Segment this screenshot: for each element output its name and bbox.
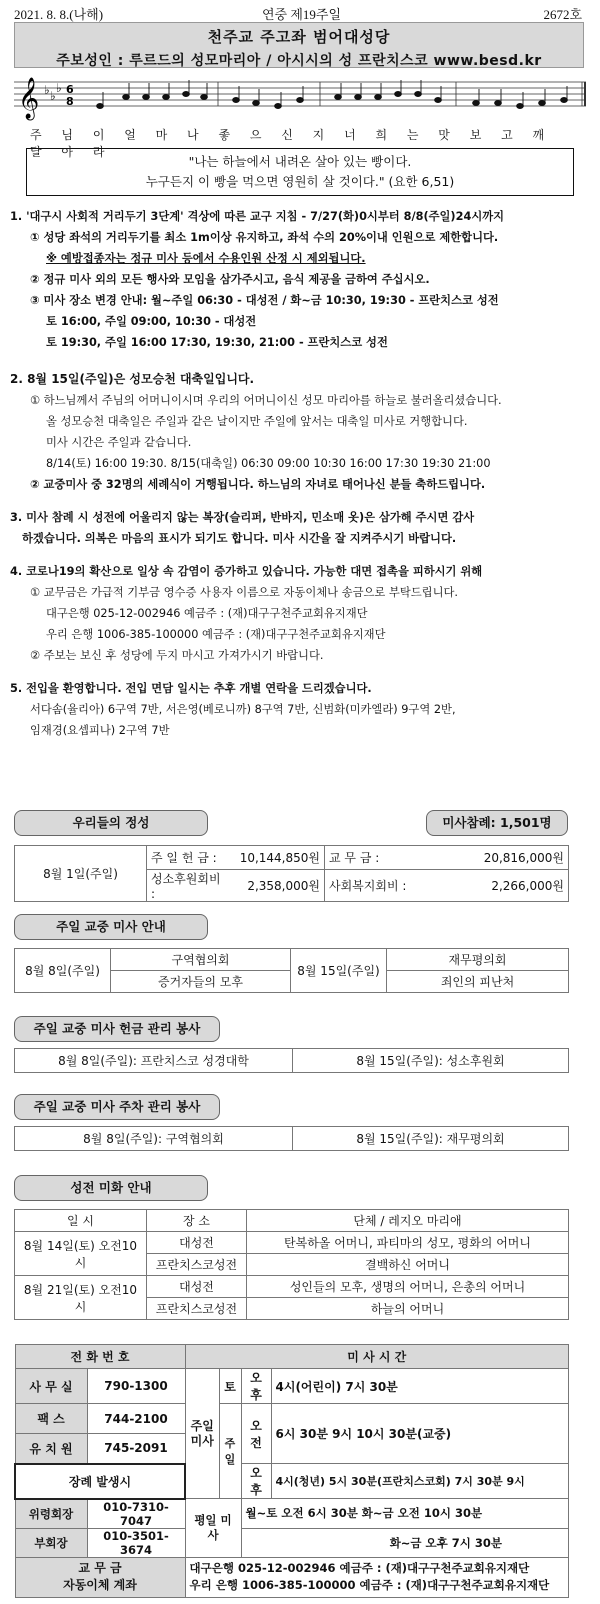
issue-date: 2021. 8. 8.(나해) xyxy=(14,7,104,22)
contact-mass-table: 전 화 번 호 미 사 시 간 사 무 실 790-1300 주일 미사 토 오후 4시(어린이) 7시 30분 팩 스 744-2100 주일 오전 6시 30분 9시 10시 30분(교중) 유 치 원 745-2091 장례 발생시 오후 4시(청년) 5시 30분(프란치스코회) 7시 30분 9시 위령회장 010-7310-7047 평일 미사 월~토 오전 6시 30분 화~금 오전 10시 30분 부회장 010-3501-3674 화~금 오후 7시 30분 교 무 금 자동이체 계좌 대구은행 025-12-002946 예금주 : (재)대구구천주교회유지재단 우리 은행 1006-385-100000 예금주 : (재)대구구천주교회유지재단 xyxy=(14,1344,569,1598)
treble-clef-icon: 𝄞 xyxy=(18,78,40,119)
liturgical-week: 연중 제19주일 xyxy=(262,7,342,22)
svg-text:♭: ♭ xyxy=(50,89,56,103)
parking-service-table: 8월 8일(주일): 구역협의회 8월 15일(주일): 재무평의회 xyxy=(14,1126,569,1151)
notice-4: 4. 코로나19의 확산으로 일상 속 감염이 증가하고 있습니다. 가능한 대면 접촉을 피하시기 위해 ① 교무금은 가급적 기부금 영수증 사용자 이름으로 자동이체나 송금으로 부탁드립니다. 대구은행 025-12-002946 예금주 : (재)대구구천주교회유지재단 우리 은행 1006-385-100000 예금주 : (재)대구구천주교회유지재단 ② 주보는 보신 후 성당에 두지 마시고 가져가시기 바랍니다. xyxy=(10,565,483,662)
parking-service-title: 주일 교중 미사 주차 관리 봉사 xyxy=(14,1094,220,1120)
cash-service-table: 8월 8일(주일): 프란치스코 성경대학 8월 15일(주일): 성소후원회 xyxy=(14,1048,569,1073)
cleaning-table: 일 시 장 소 단체 / 레지오 마리애 8월 14일(토) 오전10시 대성전 탄복하올 어머니, 파티마의 성모, 평화의 어머니 프란치스코성전 결백하신 어머니 8월 21일(토) 오전10시 대성전 성인들의 모후, 생명의 어머니, 은총의 어머니 프란치스코성전 하늘의 어머니 xyxy=(14,1209,569,1320)
attendance-badge: 미사참례: 1,501명 xyxy=(426,810,568,836)
offering-title: 우리들의 정성 xyxy=(14,810,208,836)
issue-number: 2672호 xyxy=(543,7,582,22)
svg-text:♭: ♭ xyxy=(44,83,50,97)
parish-banner xyxy=(14,22,584,68)
cleaning-title: 성전 미화 안내 xyxy=(14,1175,208,1201)
mass-guide-title: 주일 교중 미사 안내 xyxy=(14,914,208,940)
hymn-score xyxy=(14,72,586,126)
mass-guide-table: 8월 8일(주일) 구역협의회 8월 15일(주일) 재무평의회 증거자들의 모후 죄인의 피난처 xyxy=(14,948,569,993)
offering-table: 8월 1일(주일) 주 일 헌 금 : 10,144,850원 교 무 금 : 20,816,000원 성소후원회비 : 2,358,000원 사회복지회비 : 2,266,000원 xyxy=(14,845,569,902)
patron-saints: 주보성인 : 루르드의 성모마리아 / 아시시의 성 프란치스코 www.besd.kr xyxy=(56,53,542,69)
quote-line-2: 누구든지 이 빵을 먹으면 영원히 살 것이다." (요한 6,51) xyxy=(145,174,455,189)
header-line xyxy=(14,2,586,20)
svg-text:6: 6 xyxy=(66,83,74,96)
notice-5: 5. 전입을 환영합니다. 전입 면담 일시는 추후 개별 연락을 드리겠습니다. 서다솜(율리아) 6구역 7반, 서은영(베로니까) 8구역 7반, 신범화(미카엘라) 9구역 2반, 임재경(요셉피나) 2구역 7반 xyxy=(10,682,456,737)
hymn-lyrics: 주 님 이 얼 마 나 좋 으 신 지 너 희 는 맛 보 고 깨 달 아 라 xyxy=(30,128,550,159)
parish-name: 천주교 주고좌 범어대성당 xyxy=(207,28,391,46)
svg-text:♭: ♭ xyxy=(56,81,62,95)
gospel-quote-box xyxy=(26,148,574,196)
cash-service-title: 주일 교중 미사 헌금 관리 봉사 xyxy=(14,1016,220,1042)
svg-text:8: 8 xyxy=(66,95,74,108)
notices xyxy=(10,206,590,741)
quote-line-1: "나는 하늘에서 내려온 살아 있는 빵이다. xyxy=(188,154,412,169)
notice-1: 1. '대구시 사회적 거리두기 3단계' 격상에 따른 교구 지침 - 7/27(화)0시부터 8/8(주일)24시까지 ① 성당 좌석의 거리두기를 최소 1m이상 유지하고, 좌석 수의 20%이내 인원으로 제한합니다. ※ 예방접종자는 정규 미사 등에서 수용인원 산정 시 제외됩니다. ② 정규 미사 외의 모든 행사와 모임을 삼가주시고, 음식 제공을 금하여 주십시오. ③ 미사 장소 변경 안내: 월~주일 06:30 - 대성전 / 화~금 10:30, 19:30 - 프란치스코 성전 토 16:00, 주일 09:00, 10:30 - 대성전 토 19:30, 주일 16:00 17:30, 19:30, 21:00 - 프란치스코 성전 xyxy=(10,210,505,349)
notice-2: 2. 8월 15일(주일)은 성모승천 대축일입니다. ① 하느님께서 주님의 어머니이시며 우리의 어머니이신 성모 마리아를 하늘로 불러올리셨습니다. 올 성모승천 대축일은 주일과 같은 날이지만 주일에 앞서는 대축일 미사로 거행합니다. 미사 시간은 주일과 같습니다. 8/14(토) 16:00 19:30. 8/15(대축일) 06:30 09:00 10:30 16:00 17:30 19:30 21:00 ② 교중미사 중 32명의 세례식이 거행됩니다. 하느님의 자녀로 태어나신 분들 축하드립니다. xyxy=(10,372,502,491)
notice-3: 3. 미사 참례 시 성전에 어울리지 않는 복장(슬리퍼, 반바지, 민소매 옷)은 삼가해 주시면 감사 하겠습니다. 의복은 마음의 표시가 되기도 합니다. 미사 시간을 잘 지켜주시기 바랍니다. xyxy=(10,511,475,545)
